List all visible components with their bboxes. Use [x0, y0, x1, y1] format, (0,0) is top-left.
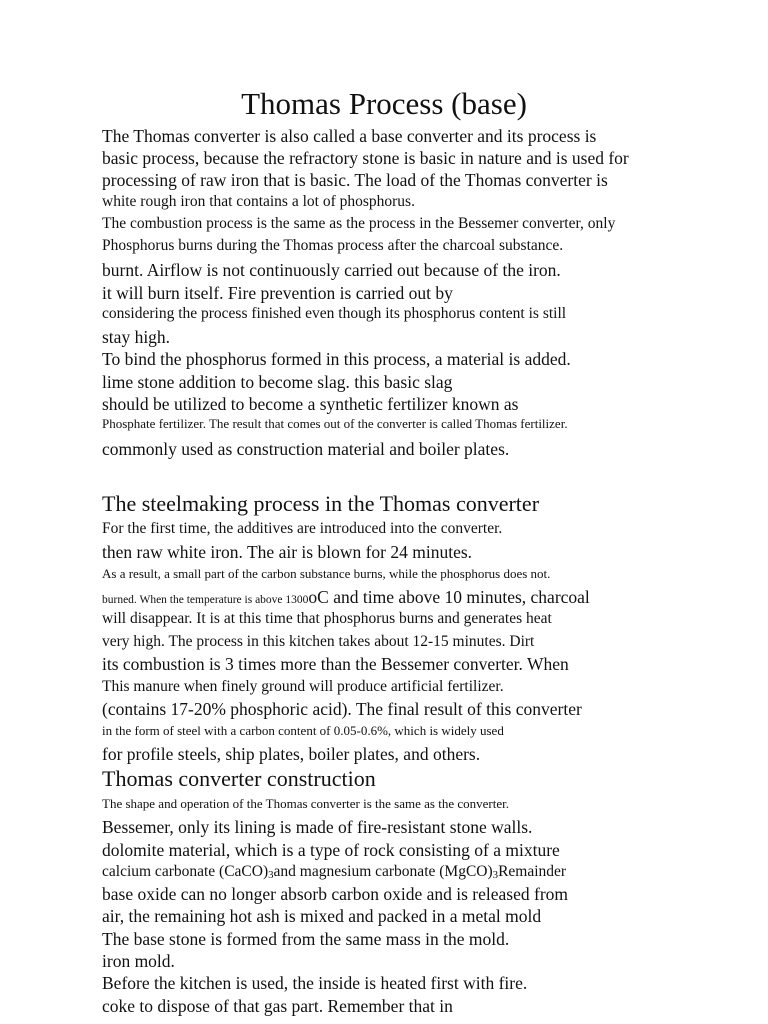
paragraph-line: The Thomas converter is also called a base converter and its process is: [102, 126, 597, 146]
paragraph-line: air, the remaining hot ash is mixed and packed in a metal mold: [102, 906, 542, 926]
paragraph-line: The shape and operation of the Thomas converter is the same as the converter.: [102, 796, 509, 811]
paragraph-line: it will burn itself. Fire prevention is carried out by: [102, 283, 453, 303]
subscript: 3: [492, 869, 499, 881]
subscript: 3: [268, 869, 274, 881]
paragraph-line: then raw white iron. The air is blown for 24 minutes.: [102, 542, 473, 562]
temperature-text: burned. When the temperature is above 1300: [102, 594, 309, 606]
paragraph-line: The base stone is formed from the same mass in the mold.: [102, 929, 510, 949]
paragraph-line: The combustion process is the same as the process in the Bessemer converter, only: [102, 215, 616, 232]
paragraph-line: Phosphorus burns during the Thomas process after the charcoal substance.: [102, 237, 564, 254]
paragraph-line: its combustion is 3 times more than the Bessemer converter. When: [102, 654, 569, 674]
paragraph-line: considering the process finished even though its phosphorus content is still: [102, 305, 567, 322]
paragraph-line: For the first time, the additives are introduced into the converter.: [102, 520, 503, 537]
paragraph-line: Before the kitchen is used, the inside is heated first with fire.: [102, 973, 528, 993]
paragraph-line: white rough iron that contains a lot of phosphorus.: [102, 193, 415, 210]
paragraph-line: As a result, a small part of the carbon substance burns, while the phosphorus does not.: [102, 566, 551, 581]
paragraph-line: This manure when finely ground will produce artificial fertilizer.: [102, 678, 504, 695]
paragraph-line: Bessemer, only its lining is made of fire-resistant stone walls.: [102, 817, 533, 837]
paragraph-line: lime stone addition to become slag. this basic slag: [102, 372, 453, 392]
paragraph-line: processing of raw iron that is basic. The load of the Thomas converter is: [102, 170, 608, 190]
formula-text: calcium carbonate (CaCO): [102, 863, 269, 880]
paragraph-line: coke to dispose of that gas part. Remember that in: [102, 996, 453, 1016]
paragraph-line: in the form of steel with a carbon content of 0.05-0.6%, which is widely used: [102, 723, 504, 738]
paragraph-line: burnt. Airflow is not continuously carried out because of the iron.: [102, 260, 561, 280]
paragraph-line: should be utilized to become a synthetic fertilizer known as: [102, 394, 519, 414]
paragraph-line: To bind the phosphorus formed in this process, a material is added.: [102, 349, 571, 369]
paragraph-line: [102, 861, 566, 883]
paragraph-line: (contains 17-20% phosphoric acid). The final result of this converter: [102, 699, 582, 719]
paragraph-line: for profile steels, ship plates, boiler plates, and others.: [102, 744, 481, 764]
paragraph-line: stay high.: [102, 327, 171, 347]
temperature-text-rest: and time above 10 minutes, charcoal: [328, 587, 590, 607]
formula-text: Remainder: [498, 863, 567, 880]
paragraph-line: dolomite material, which is a type of rock consisting of a mixture: [102, 840, 560, 860]
paragraph-line: base oxide can no longer absorb carbon oxide and is released from: [102, 884, 569, 904]
paragraph-line: very high. The process in this kitchen takes about 12-15 minutes. Dirt: [102, 633, 535, 650]
paragraph-line: Phosphate fertilizer. The result that comes out of the converter is called Thomas fertilizer.: [102, 416, 568, 431]
degree-celsius-unit: oC: [308, 587, 329, 607]
section-heading: The steelmaking process in the Thomas converter: [102, 491, 540, 516]
paragraph-line: commonly used as construction material and boiler plates.: [102, 439, 510, 459]
paragraph-line: basic process, because the refractory stone is basic in nature and is used for: [102, 148, 629, 168]
page-title: Thomas Process (base): [241, 86, 527, 121]
paragraph-line: will disappear. It is at this time that phosphorus burns and generates heat: [102, 610, 552, 627]
paragraph-line: iron mold.: [102, 951, 175, 971]
formula-text: and magnesium carbonate (MgCO): [273, 863, 493, 880]
section-heading: Thomas converter construction: [102, 766, 376, 791]
